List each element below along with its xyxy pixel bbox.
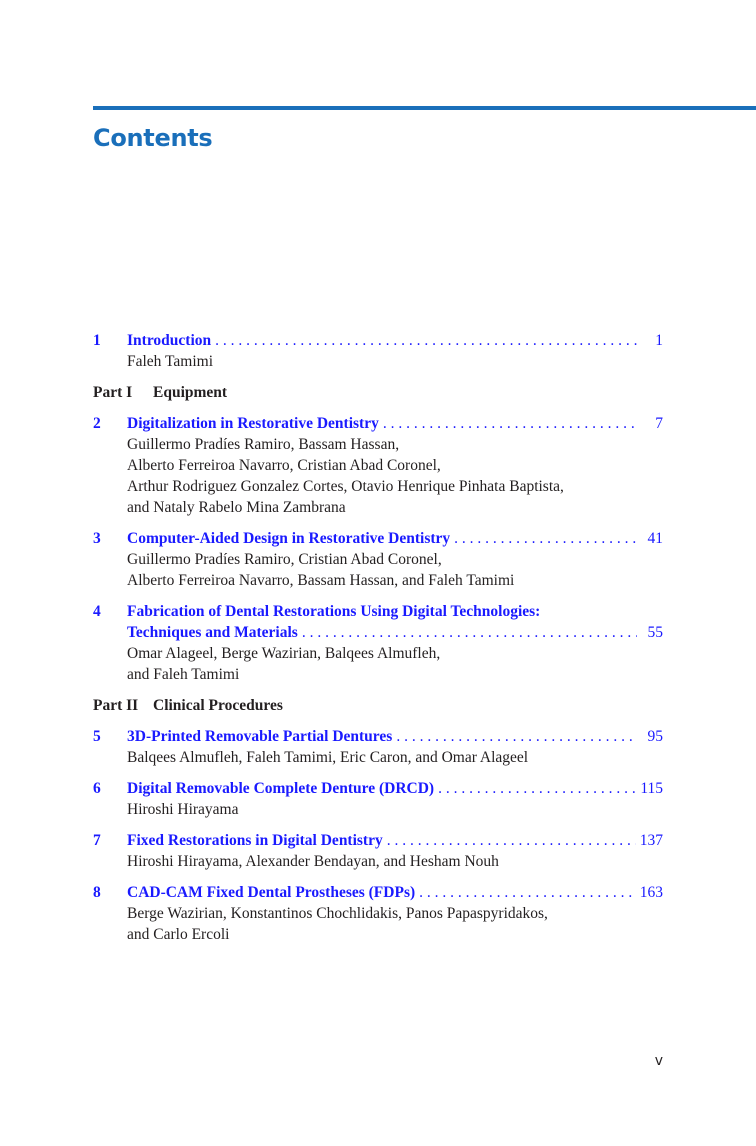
page-title: Contents: [93, 124, 213, 152]
author-line: Alberto Ferreiroa Navarro, Cristian Abad Coronel,: [127, 457, 441, 474]
chapter-title-link[interactable]: Computer-Aided Design in Restorative Dentistry: [127, 530, 451, 547]
chapter-number: 5: [93, 728, 101, 745]
author-line: Hiroshi Hirayama: [127, 801, 239, 818]
chapter-authors: [127, 434, 663, 518]
dot-leader: [387, 830, 636, 851]
chapter-title-link[interactable]: 3D-Printed Removable Partial Dentures: [127, 728, 393, 745]
author-line: and Faleh Tamimi: [127, 666, 240, 683]
dot-leader: [215, 330, 637, 351]
chapter-authors: [127, 851, 663, 872]
author-line: Alberto Ferreiroa Navarro, Bassam Hassan, and Faleh Tamimi: [127, 572, 515, 589]
table-of-contents: [93, 330, 663, 955]
page-number-link[interactable]: 7: [655, 415, 663, 432]
part-heading: [93, 695, 663, 716]
chapter-title-row: [127, 830, 663, 851]
author-line: Faleh Tamimi: [127, 353, 214, 370]
toc-entry[interactable]: [93, 830, 663, 872]
author-line: Balqees Almufleh, Faleh Tamimi, Eric Caron, and Omar Alageel: [127, 749, 529, 766]
author-line: Hiroshi Hirayama, Alexander Bendayan, and Hesham Nouh: [127, 853, 499, 870]
toc-entry[interactable]: [93, 726, 663, 768]
chapter-authors: [127, 903, 663, 945]
chapter-title-row: [127, 528, 663, 549]
dot-leader: [438, 778, 636, 799]
chapter-number: 3: [93, 530, 101, 547]
dot-leader: [454, 528, 637, 549]
part-title: Clinical Procedures: [153, 697, 283, 714]
author-line: and Carlo Ercoli: [127, 926, 230, 943]
toc-entry[interactable]: [93, 778, 663, 820]
page-number: v: [654, 1053, 663, 1069]
page-number-link[interactable]: 137: [639, 832, 663, 849]
part-heading: [93, 382, 663, 403]
chapter-number: 2: [93, 415, 101, 432]
part-label: Part II: [93, 697, 139, 714]
chapter-title-link[interactable]: Digital Removable Complete Denture (DRCD): [127, 780, 435, 797]
author-line: Omar Alageel, Berge Wazirian, Balqees Almufleh,: [127, 645, 441, 662]
chapter-title-row: [127, 726, 663, 747]
chapter-authors: [127, 549, 663, 591]
chapter-authors: [127, 643, 663, 685]
chapter-title-row: [127, 330, 663, 351]
page-number-link[interactable]: 1: [655, 332, 663, 349]
page-number-link[interactable]: 163: [639, 884, 663, 901]
author-line: and Nataly Rabelo Mina Zambrana: [127, 499, 346, 516]
chapter-title-link[interactable]: CAD-CAM Fixed Dental Prostheses (FDPs): [127, 884, 416, 901]
dot-leader: [302, 622, 637, 643]
chapter-title-link[interactable]: Techniques and Materials: [127, 624, 298, 641]
page-number-link[interactable]: 41: [647, 530, 663, 547]
toc-entry[interactable]: [93, 601, 663, 685]
chapter-title-link[interactable]: Fixed Restorations in Digital Dentistry: [127, 832, 383, 849]
chapter-title-link[interactable]: Introduction: [127, 332, 212, 349]
chapter-title-row: [127, 778, 663, 799]
chapter-title-row: [127, 413, 663, 434]
chapter-number: 1: [93, 332, 101, 349]
chapter-number: 4: [93, 603, 101, 620]
author-line: Arthur Rodriguez Gonzalez Cortes, Otavio Henrique Pinhata Baptista,: [127, 478, 564, 495]
page-number-link[interactable]: 55: [647, 624, 663, 641]
part-title: Equipment: [153, 384, 228, 401]
author-line: Berge Wazirian, Konstantinos Chochlidakis, Panos Papaspyridakos,: [127, 905, 548, 922]
toc-entry[interactable]: [93, 330, 663, 372]
author-line: Guillermo Pradíes Ramiro, Cristian Abad Coronel,: [127, 551, 442, 568]
dot-leader: [383, 413, 637, 434]
dot-leader: [419, 882, 636, 903]
toc-entry[interactable]: [93, 882, 663, 945]
chapter-authors: [127, 747, 663, 768]
toc-entry[interactable]: [93, 528, 663, 591]
chapter-number: 8: [93, 884, 101, 901]
page-number-link[interactable]: 115: [640, 780, 663, 797]
author-line: Guillermo Pradíes Ramiro, Bassam Hassan,: [127, 436, 400, 453]
page-number-link[interactable]: 95: [647, 728, 663, 745]
dot-leader: [396, 726, 637, 747]
chapter-authors: [127, 799, 663, 820]
chapter-number: 7: [93, 832, 101, 849]
toc-entry[interactable]: [93, 413, 663, 518]
chapter-title-row: [127, 882, 663, 903]
chapter-title-link[interactable]: Digitalization in Restorative Dentistry: [127, 415, 379, 432]
chapter-title-line[interactable]: Fabrication of Dental Restorations Using Digital Technologies:: [127, 603, 541, 620]
chapter-number: 6: [93, 780, 101, 797]
chapter-authors: [127, 351, 663, 372]
header-rule: [93, 106, 756, 110]
chapter-title-row: [127, 622, 663, 643]
part-label: Part I: [93, 384, 133, 401]
